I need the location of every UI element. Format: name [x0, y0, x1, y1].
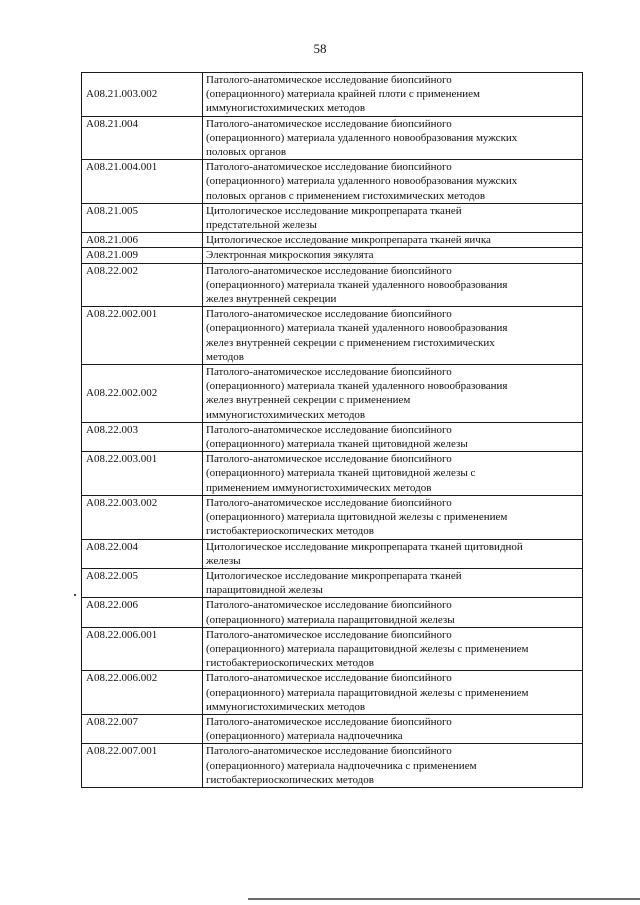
- service-description-cell: Патолого-анатомическое исследование биопсийного (операционного) материала паращитовидной железы с применением иммуногистохимических методов: [203, 671, 583, 715]
- service-code-cell: A08.22.007: [82, 714, 203, 743]
- table-row: [82, 598, 583, 627]
- service-description-cell: Патолого-анатомическое исследование биопсийного (операционного) материала паращитовидной железы: [203, 598, 583, 627]
- table-row: [82, 203, 583, 232]
- table-row: [82, 714, 583, 743]
- table-row: [82, 233, 583, 248]
- service-description-cell: Цитологическое исследование микропрепарата тканей паращитовидной железы: [203, 568, 583, 597]
- table-row: [82, 365, 583, 423]
- table-row: [82, 307, 583, 365]
- service-code-cell: A08.22.002.002: [82, 365, 203, 423]
- service-code-cell: A08.22.006.001: [82, 627, 203, 671]
- bottom-scan-edge: [248, 898, 640, 900]
- service-codes-table: [81, 72, 583, 788]
- service-code-cell: A08.22.007.001: [82, 744, 203, 788]
- service-code-cell: A08.21.006: [82, 233, 203, 248]
- table-row: [82, 744, 583, 788]
- table-row: [82, 495, 583, 539]
- table-row: [82, 160, 583, 204]
- service-description-cell: Патолого-анатомическое исследование биопсийного (операционного) материала тканей щитовидной железы: [203, 422, 583, 451]
- table-row: [82, 452, 583, 496]
- table-row: [82, 671, 583, 715]
- table-row: [82, 73, 583, 117]
- service-code-cell: A08.22.003.001: [82, 452, 203, 496]
- service-code-cell: A08.22.003.002: [82, 495, 203, 539]
- service-code-cell: A08.22.002.001: [82, 307, 203, 365]
- table-row: [82, 539, 583, 568]
- table-body: [82, 73, 583, 788]
- page-number: 58: [313, 41, 327, 56]
- service-description-cell: Цитологическое исследование микропрепарата тканей яичка: [203, 233, 583, 248]
- table-row: [82, 116, 583, 160]
- service-description-cell: Цитологическое исследование микропрепарата тканей предстательной железы: [203, 203, 583, 232]
- service-code-cell: A08.22.004: [82, 539, 203, 568]
- service-description-cell: Электронная микроскопия эякулята: [203, 248, 583, 263]
- scan-artifact-dot: [74, 594, 76, 596]
- service-code-cell: A08.22.006.002: [82, 671, 203, 715]
- table-row: [82, 627, 583, 671]
- service-description-cell: Патолого-анатомическое исследование биопсийного (операционного) материала удаленного новообразования мужских половых органов: [203, 116, 583, 160]
- service-code-cell: A08.22.002: [82, 263, 203, 307]
- service-code-cell: A08.22.003: [82, 422, 203, 451]
- service-description-cell: Патолого-анатомическое исследование биопсийного (операционного) материала тканей удаленного новообразования желез внутренней секреции с применением гистохимических методов: [203, 307, 583, 365]
- service-description-cell: Цитологическое исследование микропрепарата тканей щитовидной железы: [203, 539, 583, 568]
- service-code-cell: A08.22.006: [82, 598, 203, 627]
- service-description-cell: Патолого-анатомическое исследование биопсийного (операционного) материала крайней плоти с применением иммуногистохимических методов: [203, 73, 583, 117]
- service-code-cell: A08.21.003.002: [82, 73, 203, 117]
- service-description-cell: Патолого-анатомическое исследование биопсийного (операционного) материала тканей удаленного новообразования желез внутренней секреции с применением иммуногистохимических методов: [203, 365, 583, 423]
- service-description-cell: Патолого-анатомическое исследование биопсийного (операционного) материала тканей щитовидной железы с применением иммуногистохимических методов: [203, 452, 583, 496]
- service-code-cell: A08.21.004.001: [82, 160, 203, 204]
- service-code-cell: A08.21.009: [82, 248, 203, 263]
- service-code-cell: A08.21.004: [82, 116, 203, 160]
- service-description-cell: Патолого-анатомическое исследование биопсийного (операционного) материала удаленного новообразования мужских половых органов с применением гистохимических методов: [203, 160, 583, 204]
- table-row: [82, 263, 583, 307]
- table-row: [82, 568, 583, 597]
- table-row: [82, 422, 583, 451]
- service-description-cell: Патолого-анатомическое исследование биопсийного (операционного) материала щитовидной железы с применением гистобактериоскопических методов: [203, 495, 583, 539]
- service-description-cell: Патолого-анатомическое исследование биопсийного (операционного) материала надпочечника: [203, 714, 583, 743]
- table-row: [82, 248, 583, 263]
- service-description-cell: Патолого-анатомическое исследование биопсийного (операционного) материала паращитовидной железы с применением гистобактериоскопических методов: [203, 627, 583, 671]
- service-code-cell: A08.21.005: [82, 203, 203, 232]
- service-code-cell: A08.22.005: [82, 568, 203, 597]
- service-description-cell: Патолого-анатомическое исследование биопсийного (операционного) материала тканей удаленного новообразования желез внутренней секреции: [203, 263, 583, 307]
- service-description-cell: Патолого-анатомическое исследование биопсийного (операционного) материала надпочечника с применением гистобактериоскопических методов: [203, 744, 583, 788]
